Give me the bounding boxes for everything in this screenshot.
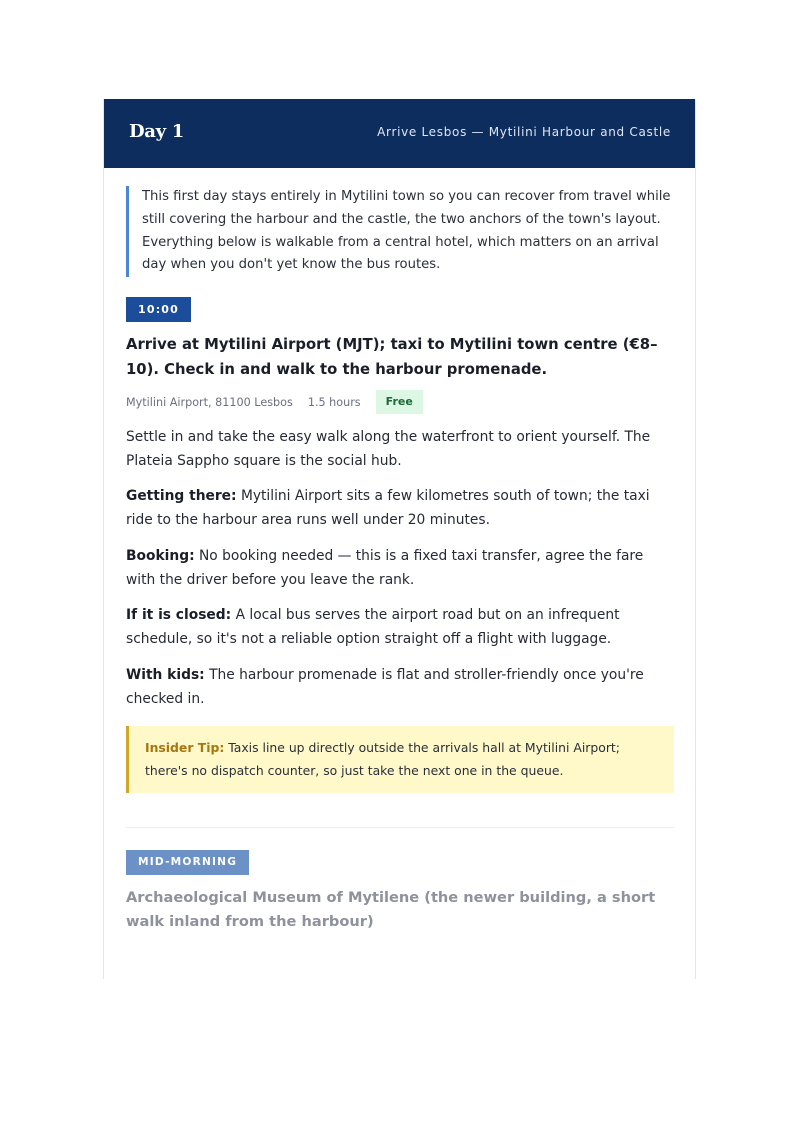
booking-paragraph bbox=[126, 545, 676, 592]
getting-there-text: Mytilini Airport sits a few kilometres south of town; the taxi ride to the harbour area runs well under 20 minutes. bbox=[126, 488, 650, 528]
section-divider bbox=[126, 827, 674, 828]
closed-text: A local bus serves the airport road but on an infrequent schedule, so it's not a reliable option straight off a flight with luggage. bbox=[126, 607, 620, 647]
kids-paragraph bbox=[126, 664, 676, 711]
day-intro: This first day stays entirely in Mytilini town so you can recover from travel while still covering the harbour and the castle, the two anchors of the town's layout. Everything below is walkable from a central hotel, which matters on an arrival day when you don't yet know the bus routes. bbox=[126, 186, 677, 277]
booking-label: Booking: bbox=[126, 548, 195, 564]
kids-label: With kids: bbox=[126, 667, 205, 683]
kids-text: The harbour promenade is flat and stroller-friendly once you're checked in. bbox=[126, 667, 644, 707]
time-badge: 10:00 bbox=[126, 297, 191, 322]
activity-title-next: Archaeological Museum of Mytilene (the newer building, a short walk inland from the harbour) bbox=[126, 889, 656, 930]
day-header bbox=[104, 99, 696, 168]
activity-location: Mytilini Airport, 81100 Lesbos bbox=[126, 395, 293, 409]
getting-there-label: Getting there: bbox=[126, 488, 237, 504]
closed-label: If it is closed: bbox=[126, 607, 232, 623]
day-card bbox=[103, 99, 696, 979]
time-badge-next: MID-MORNING bbox=[126, 850, 249, 875]
activity-description: Settle in and take the easy walk along the waterfront to orient yourself. The Plateia Sappho square is the social hub. bbox=[126, 429, 651, 469]
closed-paragraph bbox=[126, 604, 676, 651]
day-subtitle: Arrive Lesbos — Mytilini Harbour and Castle bbox=[377, 125, 671, 139]
day-title: Day 1 bbox=[129, 121, 185, 142]
insider-tip-label: Insider Tip: bbox=[145, 740, 225, 755]
insider-tip bbox=[126, 726, 674, 793]
activity-duration: 1.5 hours bbox=[307, 395, 361, 409]
booking-text: No booking needed — this is a fixed taxi transfer, agree the fare with the driver before you leave the rank. bbox=[126, 548, 644, 588]
price-badge: Free bbox=[376, 390, 423, 414]
insider-tip-text: Taxis line up directly outside the arrivals hall at Mytilini Airport; there's no dispatch counter, so just take the next one in the queue. bbox=[145, 740, 620, 778]
getting-there-paragraph bbox=[126, 485, 676, 532]
activity-meta bbox=[126, 390, 423, 414]
activity-title: Arrive at Mytilini Airport (MJT); taxi to Mytilini town centre (€8–10). Check in and walk to the harbour promenade. bbox=[126, 336, 658, 378]
